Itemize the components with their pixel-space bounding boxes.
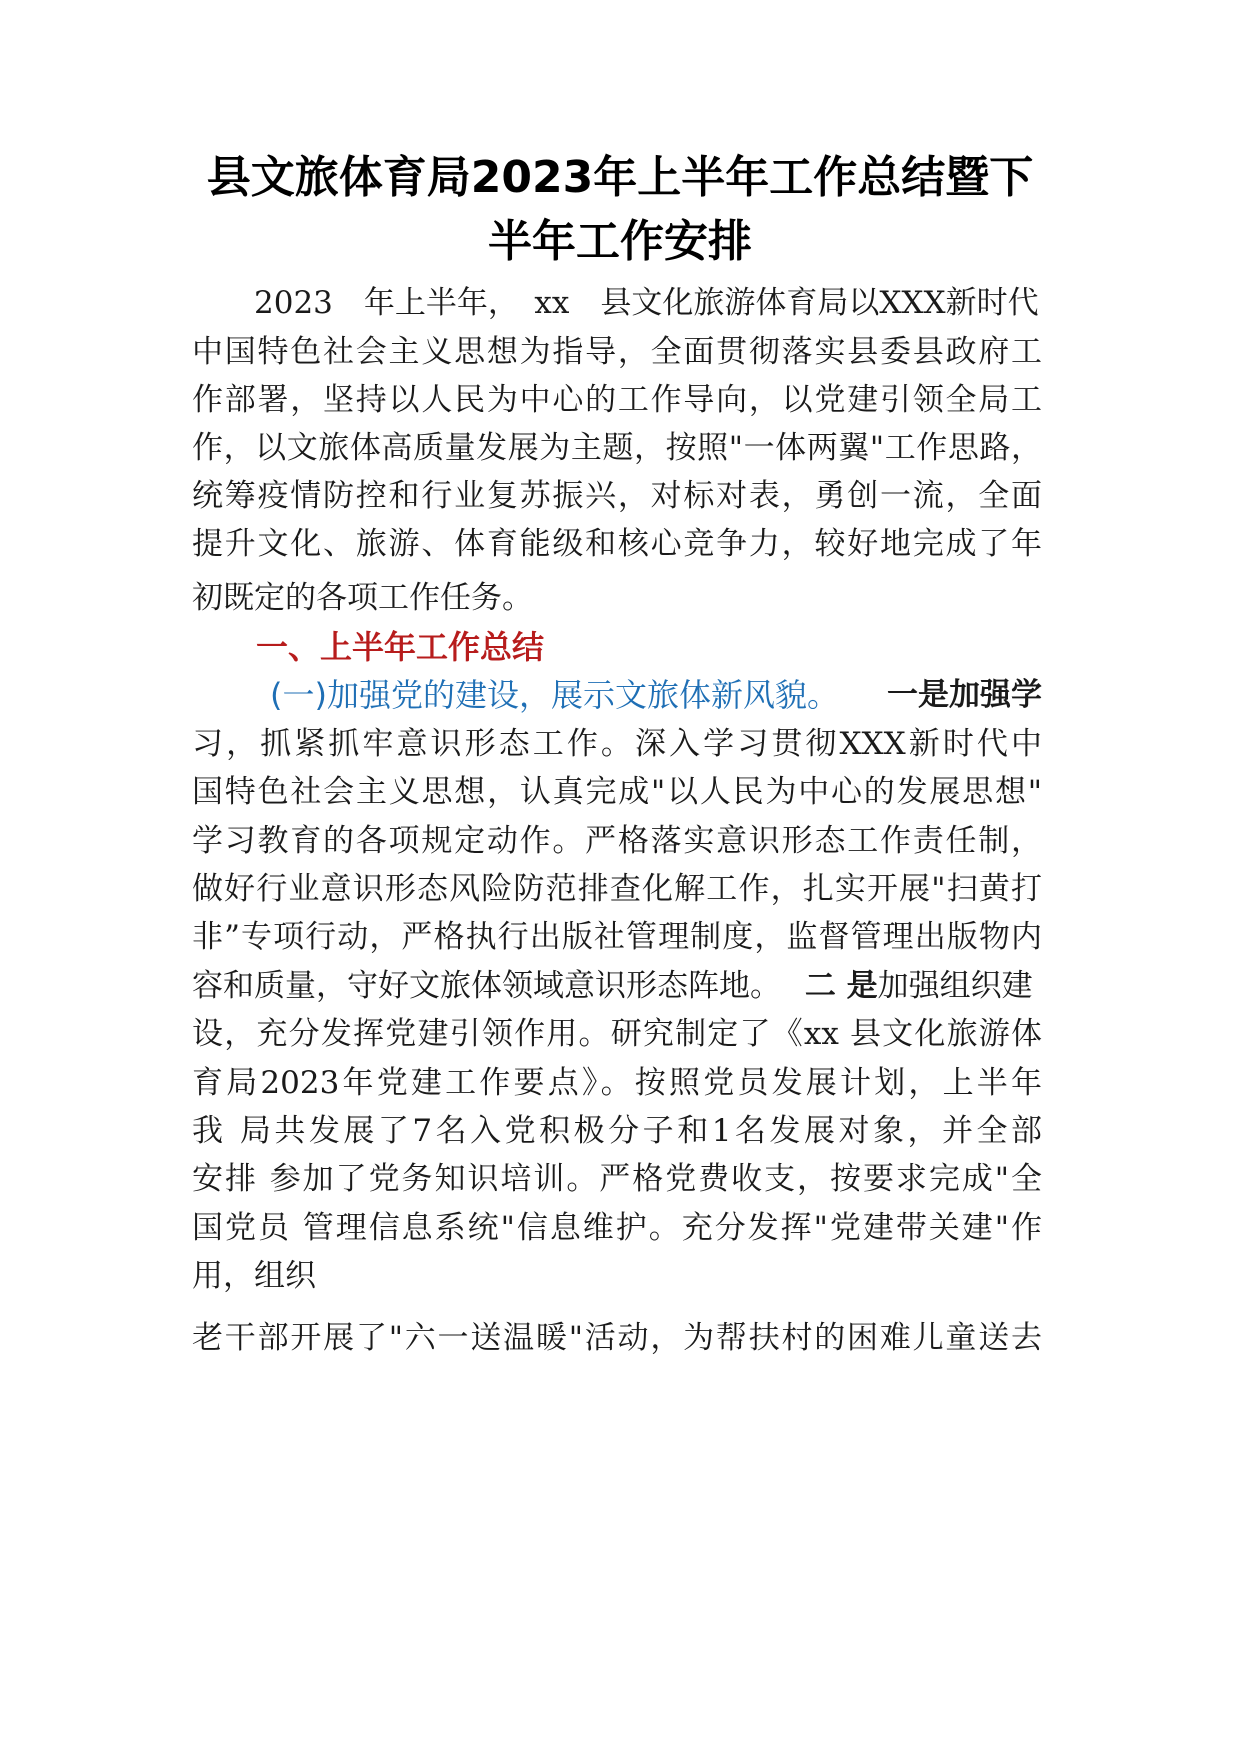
subsection-line (270, 675, 1042, 715)
body-line-3: 学习教育的各项规定动作。严格落实意识形态工作责任制， (192, 823, 1042, 859)
body-line-5: 非”专项行动，严格执行出版社管理制度，监督管理出版物内 (192, 919, 1042, 955)
body-line-11: 国党员 管理信息系统"信息维护。充分发挥"党建带关建"作 (192, 1210, 1042, 1246)
body-line-1: 习，抓紧抓牢意识形态工作。深入学习贯彻XXX新时代中 (192, 726, 1042, 762)
document-title-line-2: 半年工作安排 (488, 216, 752, 267)
body-line-10: 安排 参加了党务知识培训。严格党费收支，按要求完成"全 (192, 1161, 1042, 1197)
intro-line-4: 作，以文旅体高质量发展为主题，按照"一体两翼"工作思路， (192, 430, 1042, 466)
body-line-13: 老干部开展了"六一送温暖"活动，为帮扶村的困难儿童送去 (192, 1320, 1042, 1356)
subsection-heading: (一)加强党的建设，展示文旅体新风貌。 (270, 676, 839, 714)
section-heading: 一、上半年工作总结 (256, 628, 545, 666)
intro-line-7: 初既定的各项工作任务。 (192, 580, 533, 616)
body-line-12: 用，组织 (192, 1258, 316, 1294)
subsection-lead: 一是加强学 (887, 677, 1042, 713)
body-line-6-end: 加强组织建 (877, 968, 1033, 1004)
intro-line-2: 中国特色社会主义思想为指导，全面贯彻落实县委县政府工 (192, 334, 1042, 370)
body-line-9: 我 局共发展了7名入党积极分子和1名发展对象，并全部 (192, 1113, 1042, 1149)
intro-line-1: 2023 年上半年， xx 县文化旅游体育局以XXX新时代 (254, 285, 1039, 321)
body-line-4: 做好行业意识形态风险防范排查化解工作，扎实开展"扫黄打 (192, 871, 1042, 907)
body-line-6-mark: 二 是 (804, 968, 878, 1004)
intro-line-3: 作部署，坚持以人民为中心的工作导向，以党建引领全局工 (192, 382, 1042, 418)
intro-line-5: 统筹疫情防控和行业复苏振兴，对标对表，勇创一流，全面 (192, 478, 1042, 514)
body-line-6-start: 容和质量，守好文旅体领域意识形态阵地。 (192, 968, 781, 1004)
document-title-line-1: 县文旅体育局2023年上半年工作总结暨下 (206, 152, 1034, 203)
intro-line-6: 提升文化、旅游、体育能级和核心竞争力，较好地完成了年 (192, 526, 1042, 562)
body-line-8: 育局2023年党建工作要点》。按照党员发展计划，上半年 (192, 1065, 1042, 1101)
body-line-2: 国特色社会主义思想，认真完成"以人民为中心的发展思想" (192, 774, 1042, 810)
body-line-7: 设，充分发挥党建引领作用。研究制定了《xx 县文化旅游体 (192, 1016, 1042, 1052)
body-line-6 (192, 966, 1042, 1006)
